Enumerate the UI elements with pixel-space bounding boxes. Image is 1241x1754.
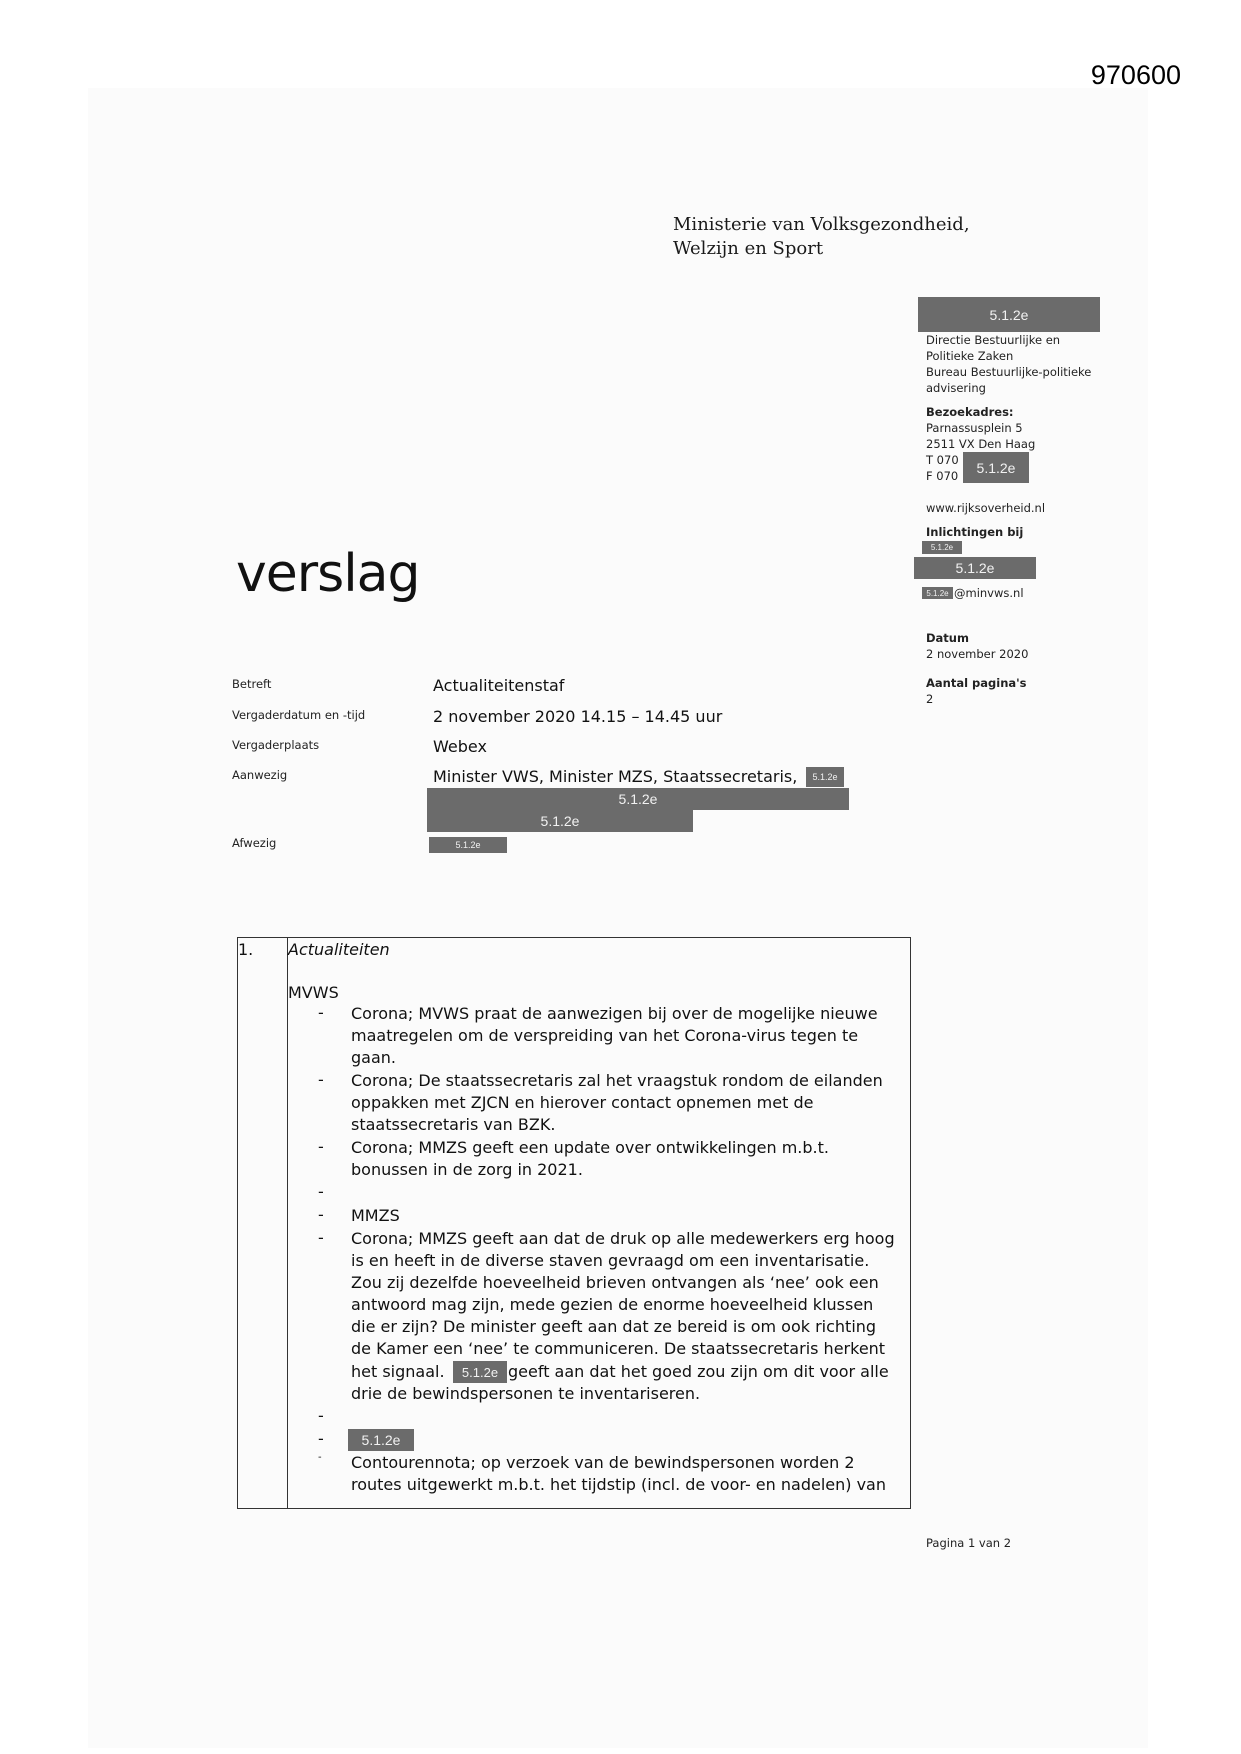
redaction-block: 5.1.2e [427,810,693,832]
redaction-block: 5.1.2e [348,1429,414,1451]
plaats-value: Webex [433,737,487,756]
sidebar-date-label: Datum [926,631,969,645]
item1-line: Corona; MVWS praat de aanwezigen bij over de mogelijke nieuwe [351,1004,878,1023]
ministry-logo-text [673,213,970,261]
bullet-dash: - [318,1205,324,1224]
bullet-dash: - [318,1070,324,1089]
item4-line: Zou zij dezelfde hoeveelheid brieven ontvangen als ‘nee’ ook een [351,1273,879,1292]
document-title: verslag [236,544,420,604]
sidebar-dept-3: Bureau Bestuurlijke-politieke [926,365,1092,379]
sidebar-website: www.rijksoverheid.nl [926,501,1046,515]
sidebar-dept-2: Politieke Zaken [926,349,1014,363]
item3-line: bonussen in de zorg in 2021. [351,1160,583,1179]
redaction-block: 5.1.2e [453,1361,507,1383]
betreft-label: Betreft [232,677,272,691]
table-divider [287,937,288,1509]
redaction-block: 5.1.2e [918,297,1100,332]
document-number: 970600 [1090,60,1181,90]
bullet-dash: - [318,1228,324,1247]
redaction-block: 5.1.2e [922,541,962,554]
redaction-block: 5.1.2e [429,837,507,853]
sidebar-info-label: Inlichtingen bij [926,525,1024,539]
aanwezig-label: Aanwezig [232,768,288,782]
redaction-block: 5.1.2e [806,767,844,787]
sidebar-pages-value: 2 [926,692,934,706]
item1-line: gaan. [351,1048,396,1067]
afwezig-label: Afwezig [232,836,277,850]
section-heading-mvws: MVWS [288,983,339,1002]
sidebar-date-value: 2 november 2020 [926,647,1029,661]
item4-line: antwoord mag zijn, mede gezien de enorme hoeveelheid klussen [351,1295,874,1314]
sidebar-dept-4: advisering [926,381,986,395]
ministry-line-1: Ministerie van Volksgezondheid, [673,214,970,235]
bullet-dash: - [318,1003,324,1022]
item1-line: maatregelen om de verspreiding van het Corona-virus tegen te [351,1026,859,1045]
sidebar-pages-label: Aantal pagina's [926,676,1027,690]
bullet-dash: - [318,1429,324,1448]
sidebar-address-label: Bezoekadres: [926,405,1014,419]
agenda-item-number: 1. [238,940,254,959]
item2-line: Corona; De staatssecretaris zal het vraagstuk rondom de eilanden [351,1071,883,1090]
bullet-dash: - [318,1182,324,1201]
item3-line: Corona; MMZS geeft een update over ontwikkelingen m.b.t. [351,1138,829,1157]
bullet-dash: - [318,1452,322,1463]
item4-line: die er zijn? De minister geeft aan dat ze bereid is om ook richting [351,1317,877,1336]
redaction-block: 5.1.2e [922,587,953,599]
bullet-dash: - [318,1406,324,1425]
sidebar-address-2: 2511 VX Den Haag [926,437,1036,451]
item4-line: is en heeft in de diverse staven gevraagd om een inventarisatie. [351,1251,870,1270]
sidebar-fax: F 070 [926,469,959,483]
item2-line: staatssecretaris van BZK. [351,1115,556,1134]
redaction-block: 5.1.2e [963,452,1029,483]
sidebar-email: @minvws.nl [954,586,1024,600]
item4-line: drie de bewindspersonen te inventariseren. [351,1384,701,1403]
plaats-label: Vergaderplaats [232,738,320,752]
redaction-block: 5.1.2e [914,557,1036,579]
item2-line: oppakken met ZJCN en hierover contact opnemen met de [351,1093,814,1112]
redaction-block: 5.1.2e [427,788,849,810]
item5-line: routes uitgewerkt m.b.t. het tijdstip (incl. de voor- en nadelen) van [351,1475,886,1494]
item4-line: geeft aan dat het goed zou zijn om dit voor alle [508,1362,889,1381]
ministry-line-2: Welzijn en Sport [673,238,824,259]
section-heading-mmzs: MMZS [351,1206,400,1225]
page-footer: Pagina 1 van 2 [926,1536,1012,1550]
agenda-item-title: Actualiteiten [288,940,390,959]
item4-line: het signaal. [351,1362,445,1381]
betreft-value: Actualiteitenstaf [433,676,565,695]
item4-line: de Kamer een ‘nee’ te communiceren. De staatssecretaris herkent [351,1339,886,1358]
datum-label: Vergaderdatum en -tijd [232,708,366,722]
aanwezig-value: Minister VWS, Minister MZS, Staatssecretaris, [433,767,798,786]
item4-line: Corona; MMZS geeft aan dat de druk op alle medewerkers erg hoog [351,1229,895,1248]
sidebar-phone: T 070 [926,453,959,467]
item5-line: Contourennota; op verzoek van de bewindspersonen worden 2 [351,1453,855,1472]
datum-value: 2 november 2020 14.15 – 14.45 uur [433,707,723,726]
bullet-dash: - [318,1137,324,1156]
sidebar-dept-1: Directie Bestuurlijke en [926,333,1061,347]
sidebar-address-1: Parnassusplein 5 [926,421,1023,435]
